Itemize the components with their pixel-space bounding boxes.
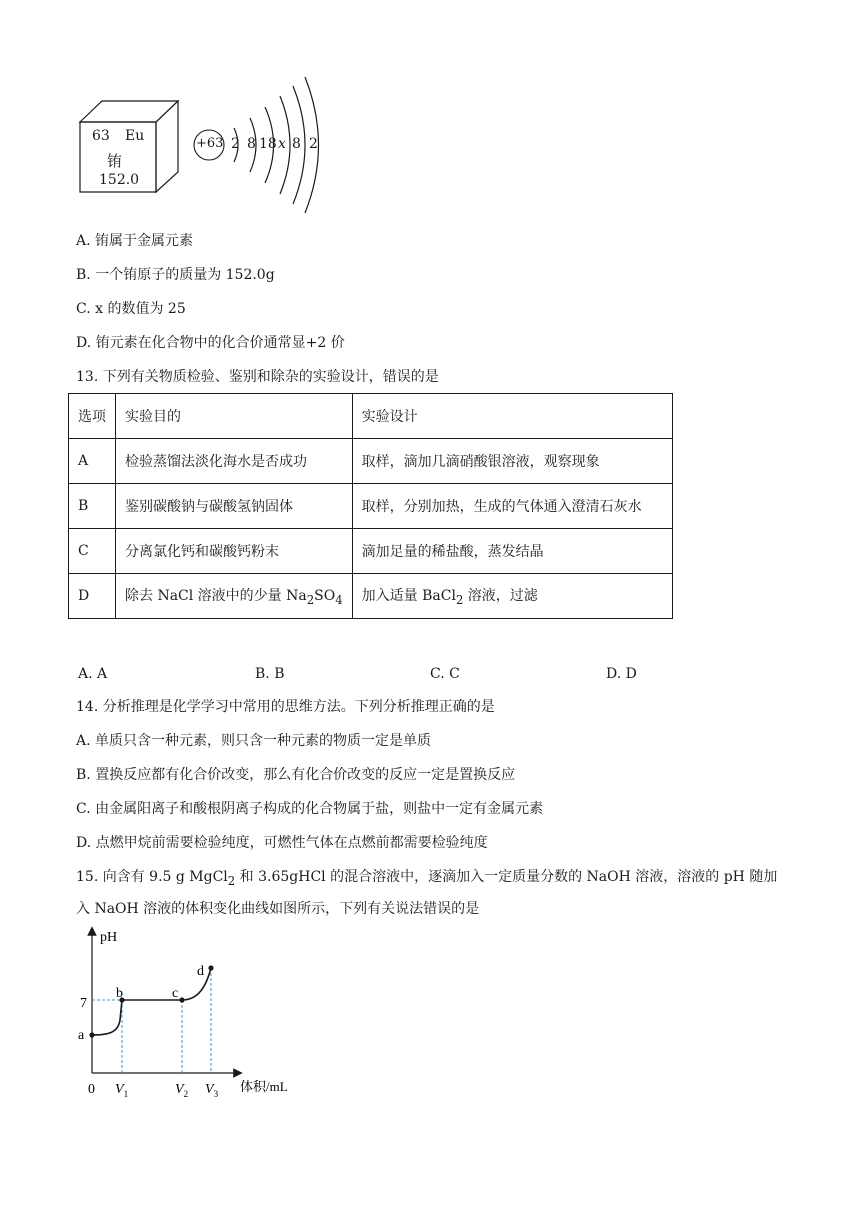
y-axis-label: pH [100, 930, 118, 945]
q13-answer-b: B. B [255, 666, 285, 682]
q12-option-a: A. 铕属于金属元素 [76, 233, 194, 249]
table-header-row [69, 394, 673, 439]
q13-answer-a: A. A [78, 666, 108, 682]
shell-electrons: 2 [309, 136, 318, 152]
row-option: B [69, 484, 116, 529]
shell-electrons: 8 [292, 136, 301, 152]
row-design: 加入适量 BaCl$_2$ 溶液，过滤 [352, 574, 672, 619]
q14-option-b: B. 置换反应都有化合价改变，那么有化合价改变的反应一定是置换反应 [76, 767, 516, 783]
point-b-label: b [116, 986, 123, 1001]
q14-option-d: D. 点燃甲烷前需要检验纯度，可燃性气体在点燃前都需要检验纯度 [76, 835, 488, 851]
header-design: 实验设计 [352, 394, 672, 439]
row-design: 取样，分别加热，生成的气体通入澄清石灰水 [352, 484, 672, 529]
y-tick-7: 7 [80, 996, 87, 1011]
point-d [208, 965, 213, 970]
point-a-label: a [78, 1028, 85, 1043]
q13-answer-c: C. C [430, 666, 460, 682]
table-row [69, 529, 673, 574]
experiment-table [68, 393, 673, 619]
point-a [89, 1032, 94, 1037]
row-design: 取样，滴加几滴硝酸银溶液，观察现象 [352, 439, 672, 484]
row-purpose: 分离氯化钙和碳酸钙粉末 [116, 529, 353, 574]
row-design: 滴加足量的稀盐酸，蒸发结晶 [352, 529, 672, 574]
shell-electrons: 8 [247, 136, 256, 152]
q14-option-a: A. 单质只含一种元素，则只含一种元素的物质一定是单质 [76, 733, 432, 749]
row-option: D [69, 574, 116, 619]
point-d-label: d [197, 964, 204, 979]
point-c [179, 997, 184, 1002]
q15-stem-line1: 15. 向含有 9.5 g MgCl$_2$ 和 3.65gHCl 的混合溶液中，逐滴加入一定质量分数的 NaOH 溶液，溶液的 pH 随加 [76, 869, 778, 888]
x-tick-v2: $V_2$ [175, 1082, 189, 1099]
table-row [69, 439, 673, 484]
ph-curve-chart [70, 925, 315, 1110]
x-axis-label: 体积/mL [240, 1079, 288, 1094]
x-tick-v3: $V_3$ [205, 1082, 219, 1099]
shell-electrons: 2 [231, 136, 240, 152]
shell-electrons: x [278, 136, 286, 152]
q12-option-b: B. 一个铕原子的质量为 152.0g [76, 267, 275, 283]
element-name: 铕 [107, 152, 123, 170]
nucleus-charge: +63 [196, 136, 224, 151]
x-tick-v1: $V_1$ [115, 1082, 129, 1099]
atomic-mass: 152.0 [99, 172, 140, 188]
q13-stem: 13. 下列有关物质检验、鉴别和除杂的实验设计，错误的是 [76, 369, 439, 385]
ph-curve [92, 968, 211, 1035]
header-purpose: 实验目的 [116, 394, 353, 439]
row-purpose: 鉴别碳酸钠与碳酸氢钠固体 [116, 484, 353, 529]
q12-option-c: C. x 的数值为 25 [76, 301, 186, 317]
q14-stem: 14. 分析推理是化学学习中常用的思维方法。下列分析推理正确的是 [76, 699, 495, 715]
row-option: A [69, 439, 116, 484]
row-purpose: 除去 NaCl 溶液中的少量 $Na_2SO_4$ [116, 574, 353, 619]
q14-option-c: C. 由金属阳离子和酸根阴离子构成的化合物属于盐，则盐中一定有金属元素 [76, 801, 544, 817]
table-row [69, 484, 673, 529]
origin-label: 0 [88, 1082, 95, 1097]
q15-stem-line2: 入 NaOH 溶液的体积变化曲线如图所示，下列有关说法错误的是 [76, 901, 480, 917]
point-c-label: c [172, 986, 179, 1001]
row-option: C [69, 529, 116, 574]
row-purpose: 检验蒸馏法淡化海水是否成功 [116, 439, 353, 484]
element-symbol: Eu [125, 128, 145, 144]
table-row [69, 574, 673, 619]
shell-electrons: 18 [259, 136, 277, 152]
q13-answer-d: D. D [606, 666, 637, 682]
header-option: 选项 [69, 394, 116, 439]
q12-option-d: D. 铕元素在化合物中的化合价通常显+2 价 [76, 335, 345, 351]
atomic-number: 63 [92, 128, 110, 144]
